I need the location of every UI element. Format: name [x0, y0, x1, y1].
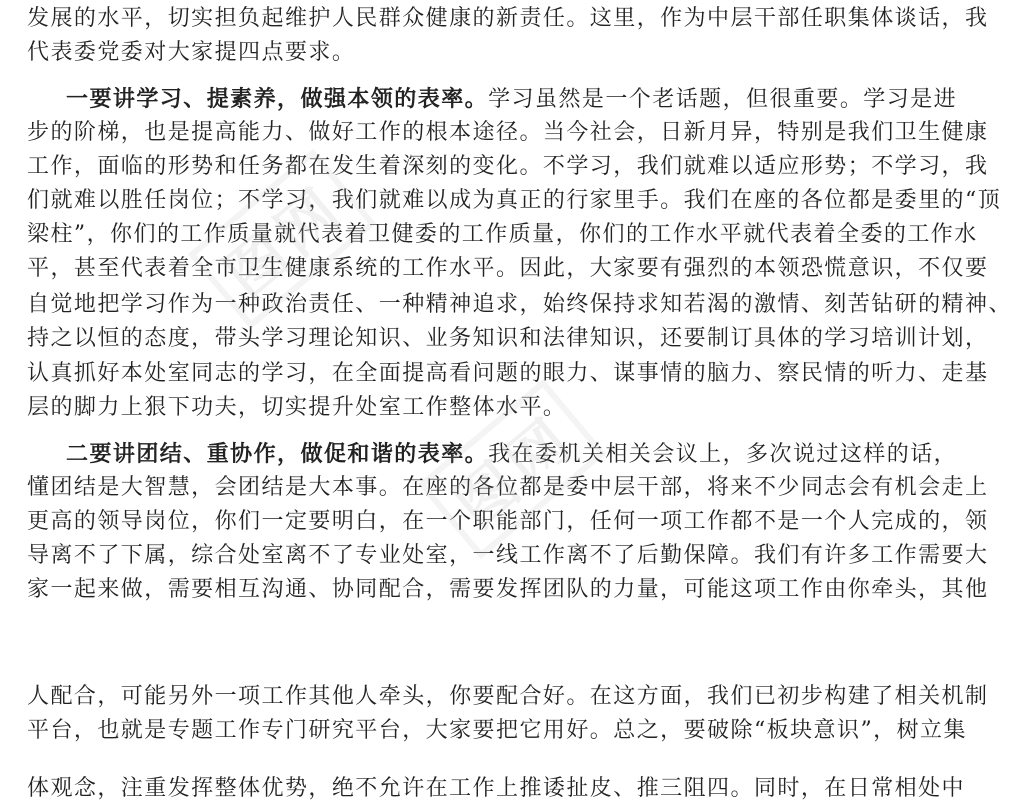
body-line: 持之以恒的态度，带头学习理论知识、业务知识和法律知识，还要制订具体的学习培训计划，	[27, 326, 989, 351]
body-line: 工作，面临的形势和任务都在发生着深刻的变化。不学习，我们就难以适应形势；不学习，我	[27, 154, 989, 179]
body-line: 认真抓好本处室同志的学习，在全面提高看问题的眼力、谋事情的脑力、察民情的听力、走基	[27, 361, 989, 386]
body-line: 家一起来做，需要相互沟通、协同配合，需要发挥团队的力量，可能这项工作由你牵头，其他	[27, 577, 989, 602]
section-2-first-line-text: 我在委机关相关会议上，多次说过这样的话，	[488, 442, 958, 467]
body-line: 代表委党委对大家提四点要求。	[27, 40, 356, 65]
body-line: 体观念，注重发挥整体优势，绝不允许在工作上推诿扯皮、推三阻四。同时，在日常相处中	[27, 776, 966, 801]
section-1-first-line-text: 学习虽然是一个老话题，但很重要。学习是进	[488, 87, 958, 112]
body-line: 更高的领导岗位，你们一定要明白，在一个职能部门，任何一项工作都不是一个人完成的，领	[27, 509, 989, 534]
body-line: 们就难以胜任岗位；不学习，我们就难以成为真正的行家里手。我们在座的各位都是委里的“顶	[27, 188, 1002, 213]
body-line: 人配合，可能另外一项工作其他人牵头，你要配合好。在这方面，我们已初步构建了相关机制	[27, 684, 989, 709]
section-1-first-line	[66, 82, 958, 116]
body-line: 懂团结是大智慧，会团结是大本事。在座的各位都是委中层干部，将来不少同志会有机会走上	[27, 475, 989, 500]
body-line: 平台，也就是专题工作专门研究平台，大家要把它用好。总之，要破除“板块意识”，树立集	[27, 718, 967, 743]
body-line: 梁柱”，你们的工作质量就代表着卫健委的工作质量，你们的工作水平就代表着全委的工作水	[27, 222, 978, 247]
body-line: 导离不了下属，综合处室离不了专业处室，一线工作离不了后勤保障。我们有许多工作需要大	[27, 543, 989, 568]
body-line: 层的脚力上狠下功夫，切实提升处室工作整体水平。	[27, 395, 567, 420]
body-line: 发展的水平，切实担负起维护人民群众健康的新责任。这里，作为中层干部任职集体谈话，我	[27, 6, 989, 31]
section-1-heading: 一要讲学习、提素养，做强本领的表率。	[66, 86, 489, 112]
body-line: 自觉地把学习作为一种政治责任、一种精神追求，始终保持求知若渴的激情、刻苦钻研的精神、	[27, 292, 1012, 317]
watermark: 图网	[188, 149, 377, 329]
watermark: 图网	[418, 379, 607, 559]
body-line: 步的阶梯，也是提高能力、做好工作的根本途径。当今社会，日新月异，特别是我们卫生健康	[27, 120, 989, 145]
document-page-2	[0, 650, 989, 801]
body-line: 平，甚至代表着全市卫生健康系统的工作水平。因此，大家要有强烈的本领恐慌意识，不仅要	[27, 256, 989, 281]
section-2-heading: 二要讲团结、重协作，做促和谐的表率。	[66, 441, 489, 467]
section-2-first-line	[66, 437, 958, 471]
